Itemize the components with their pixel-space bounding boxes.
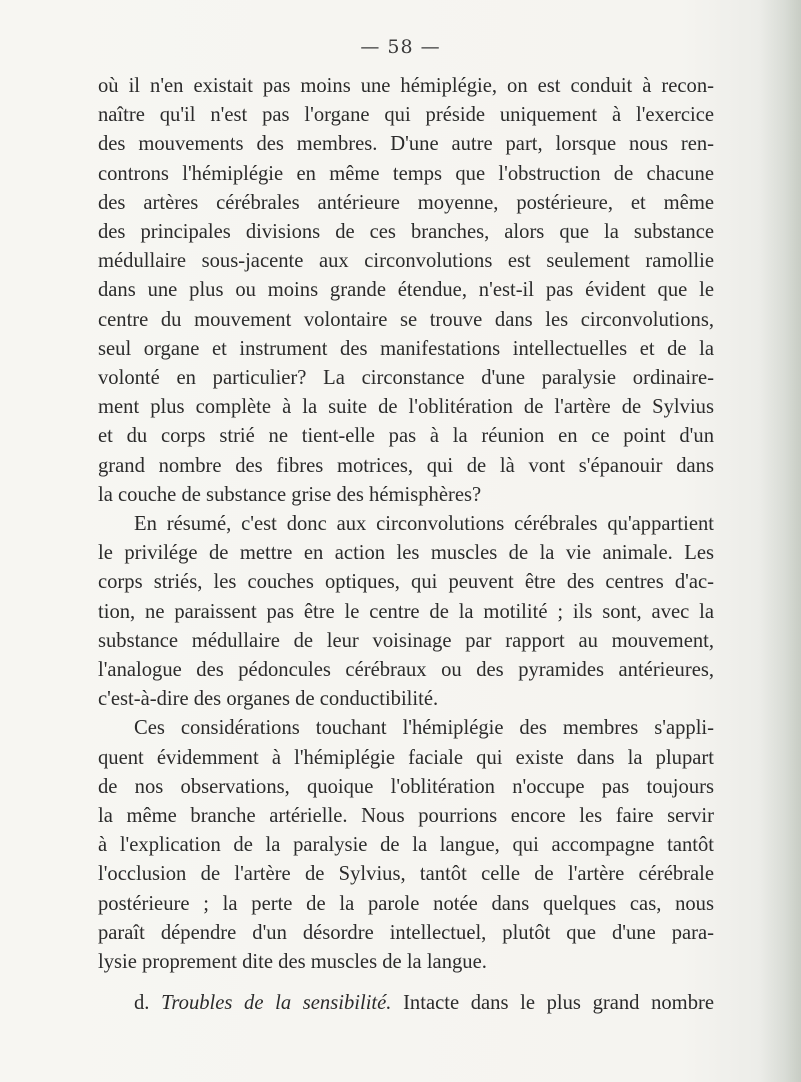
- text-line: de nos observations, quoique l'oblitération n'occupe pas toujours: [98, 775, 714, 798]
- section-text: Intacte dans le plus grand nombre: [403, 992, 714, 1015]
- text-line: grand nombre des fibres motrices, qui de là vont s'épanouir dans: [98, 454, 714, 477]
- section-line: [98, 989, 714, 1018]
- section-label: d.: [134, 992, 150, 1015]
- text-line: et du corps strié ne tient-elle pas à la réunion en ce point d'un: [98, 425, 714, 448]
- text-line: l'analogue des pédoncules cérébraux ou des pyramides antérieures,: [98, 659, 714, 682]
- text-line: naître qu'il n'est pas l'organe qui préside uniquement à l'exercice: [98, 104, 714, 127]
- text-line: lysie proprement dite des muscles de la langue.: [98, 951, 487, 974]
- body-text: [98, 72, 714, 1019]
- text-line: des artères cérébrales antérieure moyenne, postérieure, et même: [98, 191, 714, 214]
- paragraph-1: [98, 72, 714, 510]
- text-line: Ces considérations touchant l'hémiplégie des membres s'appli-: [134, 717, 714, 740]
- section-spacing: [98, 977, 714, 989]
- text-line: ment plus complète à la suite de l'oblitération de l'artère de Sylvius: [98, 396, 714, 419]
- paragraph-2: [98, 510, 714, 714]
- text-line: la même branche artérielle. Nous pourrions encore les faire servir: [98, 805, 714, 828]
- text-line: des principales divisions de ces branches, alors que la substance: [98, 221, 714, 244]
- text-line: volonté en particulier? La circonstance d'une paralysie ordinaire-: [98, 367, 714, 390]
- text-line: l'occlusion de l'artère de Sylvius, tantôt celle de l'artère cérébrale: [98, 863, 714, 886]
- paragraph-3: [98, 714, 714, 977]
- text-line: paraît dépendre d'un désordre intellectuel, plutôt que d'une para-: [98, 921, 714, 944]
- page-number-header: — 58 —: [360, 36, 441, 58]
- text-line: tion, ne paraissent pas être le centre de la motilité ; ils sont, avec la: [98, 600, 714, 623]
- section-heading-line: [98, 989, 714, 1018]
- text-line: où il n'en existait pas moins une hémiplégie, on est conduit à recon-: [98, 75, 714, 97]
- text-line: seul organe et instrument des manifestations intellectuelles et de la: [98, 337, 714, 360]
- text-line: dans une plus ou moins grande étendue, n'est-il pas évident que le: [98, 279, 714, 302]
- text-line: la couche de substance grise des hémisphères?: [98, 483, 482, 506]
- text-line: à l'explication de la paralysie de la langue, qui accompagne tantôt: [98, 834, 714, 857]
- text-line: le privilége de mettre en action les muscles de la vie animale. Les: [98, 542, 714, 565]
- text-line: En résumé, c'est donc aux circonvolutions cérébrales qu'appartient: [134, 513, 714, 536]
- text-line: controns l'hémiplégie en même temps que l'obstruction de chacune: [98, 162, 714, 185]
- text-line: des mouvements des membres. D'une autre part, lorsque nous ren-: [98, 133, 714, 156]
- text-line: corps striés, les couches optiques, qui peuvent être des centres d'ac-: [98, 571, 714, 594]
- text-line: médullaire sous-jacente aux circonvolutions est seulement ramollie: [98, 250, 714, 273]
- page-edge-shadow: [759, 0, 801, 1082]
- text-line: c'est-à-dire des organes de conductibilité.: [98, 688, 439, 711]
- text-line: centre du mouvement volontaire se trouve dans les circonvolutions,: [98, 308, 714, 331]
- section-title: Troubles de la sensibilité.: [161, 992, 392, 1015]
- text-line: quent évidemment à l'hémiplégie faciale qui existe dans la plupart: [98, 746, 714, 769]
- text-line: substance médullaire de leur voisinage par rapport au mouvement,: [98, 629, 714, 652]
- text-line: postérieure ; la perte de la parole notée dans quelques cas, nous: [98, 892, 714, 915]
